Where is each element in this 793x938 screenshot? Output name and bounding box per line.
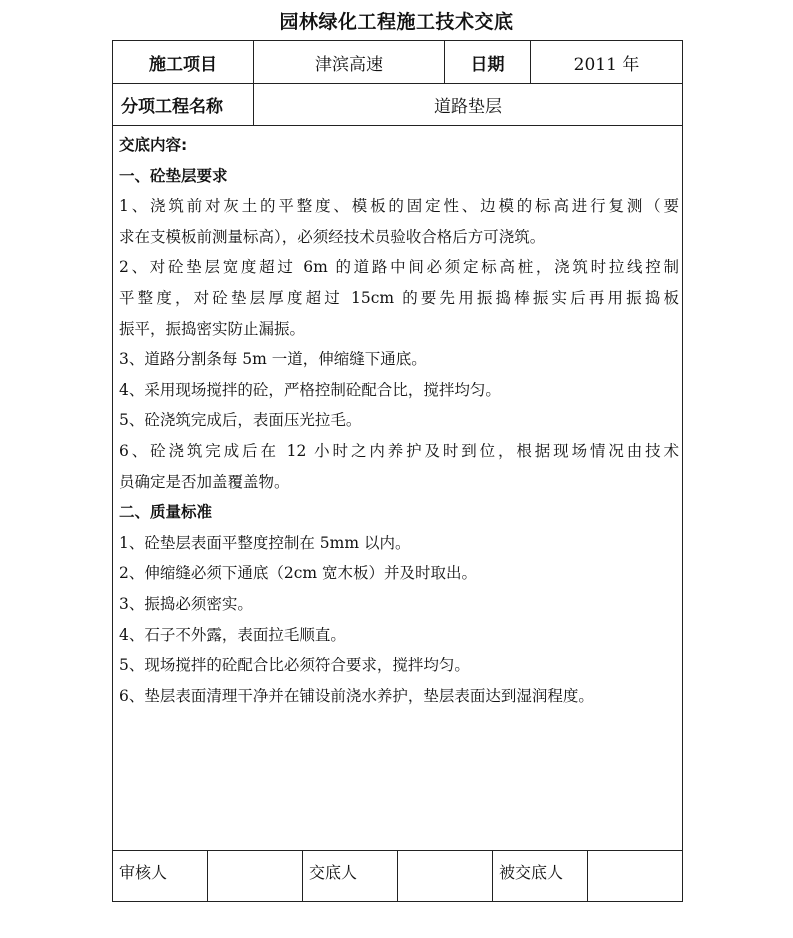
content-line: 5、现场搅拌的砼配合比必须符合要求，搅拌均匀。 bbox=[119, 656, 470, 675]
content-line: 5、砼浇筑完成后，表面压光拉毛。 bbox=[119, 411, 362, 430]
content-line: 4、采用现场搅拌的砼，严格控制砼配合比，搅拌均匀。 bbox=[119, 380, 501, 399]
subitem-label: 分项工程名称 bbox=[121, 97, 223, 117]
content-line: 2、对砼垫层宽度超过 6m 的道路中间必须定标高桩，浇筑时拉线控制 bbox=[119, 258, 679, 277]
subitem-value: 道路垫层 bbox=[434, 97, 502, 117]
discloser-label: 交底人 bbox=[309, 862, 358, 882]
content-line: 6、砼浇筑完成后在 12 小时之内养护及时到位，根据现场情况由技术 bbox=[119, 441, 679, 460]
section-heading: 二、质量标准 bbox=[119, 503, 213, 522]
reviewer-label: 审核人 bbox=[119, 862, 168, 882]
date-label: 日期 bbox=[470, 54, 505, 75]
content-line: 1、浇筑前对灰土的平整度、模板的固定性、边模的标高进行复测（要 bbox=[119, 197, 679, 216]
content-intro: 交底内容: bbox=[119, 136, 188, 154]
reviewer-signature-field[interactable] bbox=[208, 851, 302, 901]
date-value: 2011 年 bbox=[573, 54, 640, 75]
content-line: 求在支模板前测量标高），必须经技术员验收合格后方可浇筑。 bbox=[119, 227, 546, 246]
content-line: 振平，振捣密实防止漏振。 bbox=[119, 319, 306, 338]
recipient-label: 被交底人 bbox=[499, 862, 564, 882]
discloser-signature-field[interactable] bbox=[398, 851, 492, 901]
project-value: 津滨高速 bbox=[315, 54, 383, 75]
content-line: 3、振捣必须密实。 bbox=[119, 594, 253, 613]
row-divider bbox=[112, 125, 683, 126]
content-line: 6、垫层表面清理干净并在铺设前浇水养护，垫层表面达到湿润程度。 bbox=[119, 686, 594, 705]
content-line: 4、石子不外露，表面拉毛顺直。 bbox=[119, 625, 346, 644]
document-title: 园林绿化工程施工技术交底 bbox=[279, 11, 514, 33]
content-line: 平整度，对砼垫层厚度超过 15cm 的要先用振捣棒振实后再用振捣板 bbox=[119, 288, 679, 307]
project-label: 施工项目 bbox=[149, 54, 217, 75]
disclosure-content bbox=[119, 130, 679, 711]
content-line: 员确定是否加盖覆盖物。 bbox=[119, 472, 290, 491]
content-line: 2、伸缩缝必须下通底（2cm 宽木板）并及时取出。 bbox=[119, 564, 478, 583]
content-line: 3、道路分割条每 5m 一道，伸缩缝下通底。 bbox=[119, 350, 427, 369]
section-heading: 一、砼垫层要求 bbox=[119, 166, 228, 185]
content-line: 1、砼垫层表面平整度控制在 5mm 以内。 bbox=[119, 533, 411, 552]
recipient-signature-field[interactable] bbox=[588, 851, 682, 901]
